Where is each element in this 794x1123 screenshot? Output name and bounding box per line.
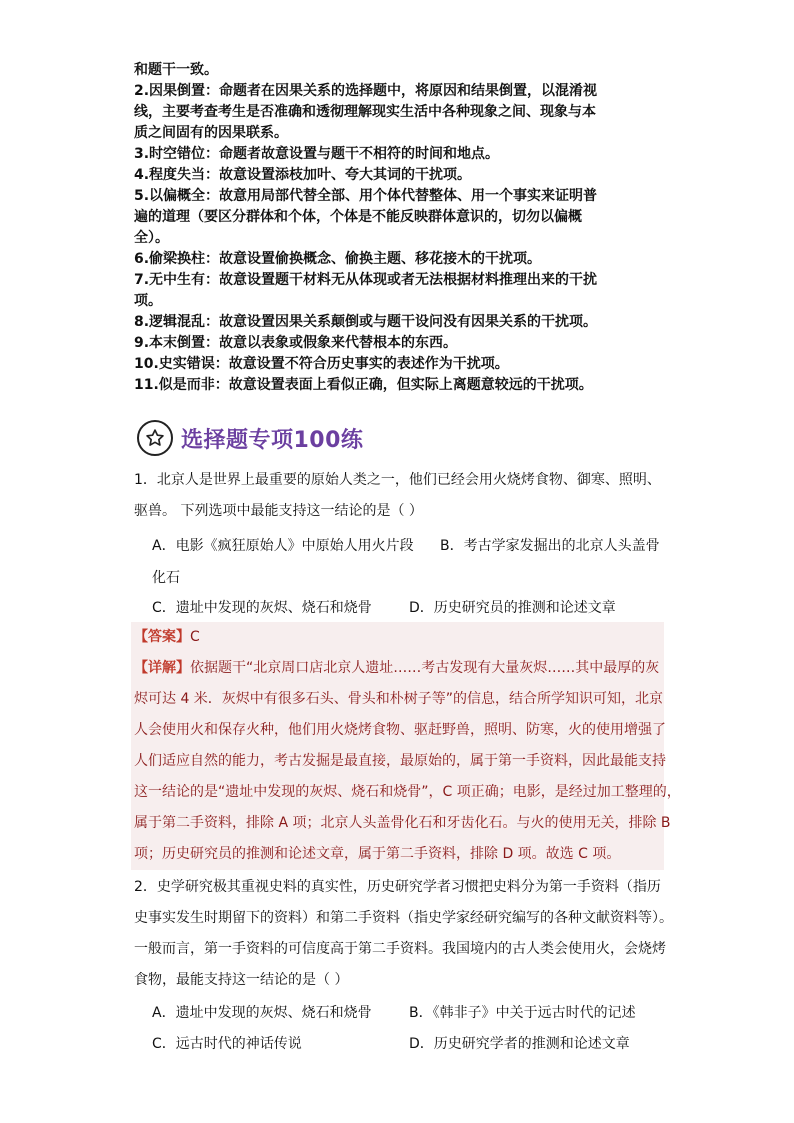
- q1-option-c: C．遗址中发现的灰烬、烧石和烧骨: [152, 600, 372, 616]
- answer-line: [134, 622, 200, 653]
- detail-line: 烬可达 4 米．灰烬中有很多石头、骨头和朴树子等”的信息，结合所学知识可知，北京: [134, 691, 664, 707]
- tip-line: 8.逻辑混乱：故意设置因果关系颠倒或与题干设问没有因果关系的干扰项。: [134, 314, 598, 330]
- tip-line: 全）。: [134, 230, 169, 246]
- tip-line: 5.以偏概全：故意用局部代替全部、用个体代替整体、用一个事实来证明普: [134, 188, 598, 204]
- detail-line: 人会使用火和保存火种，他们用火烧烤食物、驱赶野兽，照明、防寒，火的使用增强了: [134, 722, 666, 738]
- question-line: 1．北京人是世界上最重要的原始人类之一，他们已经会用火烧烤食物、御寒、照明、: [134, 472, 661, 488]
- section-title: 选择题专项100练: [181, 427, 364, 453]
- q2-option-b: B．《韩非子》中关于远古时代的记述: [409, 1005, 636, 1021]
- tip-line: 3.时空错位：命题者故意设置与题干不相符的时间和地点。: [134, 146, 500, 162]
- tip-line: 9.本末倒置：故意以表象或假象来代替根本的东西。: [134, 335, 458, 351]
- distractor-tips-list: [134, 60, 674, 396]
- question-line: 史事实发生时期留下的资料）和第二手资料（指史学家经研究编写的各种文献资料等）。: [134, 910, 673, 926]
- answer-value: C: [190, 629, 200, 645]
- star-icon: [137, 420, 173, 456]
- question-line: 一般而言，第一手资料的可信度高于第二手资料。我国境内的古人类会使用火，会烧烤: [134, 941, 666, 957]
- detail-line: 人们适应自然的能力，考古发掘是最直接，最原始的，属于第一手资料，因此最能支持: [134, 753, 666, 769]
- tip-line: 6.偷梁换柱：故意设置偷换概念、偷换主题、移花接木的干扰项。: [134, 251, 542, 267]
- detail-line: 属于第二手资料，排除 A 项；北京人头盖骨化石和牙齿化石。与火的使用无关，排除 B: [134, 815, 671, 831]
- tip-line: 2.因果倒置：命题者在因果关系的选择题中，将原因和结果倒置，以混淆视: [134, 83, 598, 99]
- question-2-stem: [134, 872, 673, 996]
- question-line: 驱兽。 下列选项中最能支持这一结论的是（ ）: [134, 503, 423, 519]
- q2-option-d: D．历史研究学者的推测和论述文章: [409, 1036, 630, 1052]
- q2-option-c: C．远古时代的神话传说: [152, 1036, 302, 1052]
- q1-option-b-continued: 化石: [152, 570, 180, 586]
- question-1-stem: [134, 465, 661, 527]
- tip-line: 项。: [134, 293, 162, 309]
- question-line: 食物，最能支持这一结论的是（ ）: [134, 972, 349, 988]
- tip-line: 11.似是而非：故意设置表面上看似正确，但实际上离题意较远的干扰项。: [134, 377, 593, 393]
- tip-line: 7.无中生有：故意设置题干材料无从体现或者无法根据材料推理出来的干扰: [134, 272, 598, 288]
- tip-line: 线，主要考查考生是否准确和透彻理解现实生活中各种现象之间、现象与本: [134, 104, 596, 120]
- detail-block: [134, 653, 681, 870]
- q2-option-a: A．遗址中发现的灰烬、烧石和烧骨: [152, 1005, 372, 1021]
- detail-line: 这一结论的是“遗址中发现的灰烬、烧石和烧骨”，C 项正确；电影，是经过加工整理的，: [134, 784, 681, 800]
- tip-line: 遍的道理（要区分群体和个体，个体是不能反映群体意识的，切勿以偏概: [134, 209, 582, 225]
- q1-option-d: D．历史研究员的推测和论述文章: [409, 600, 616, 616]
- q1-option-a: A．电影《疯狂原始人》中原始人用火片段: [152, 538, 414, 554]
- tip-line: 4.程度失当：故意设置添枝加叶、夸大其词的干扰项。: [134, 167, 472, 183]
- question-line: 2．史学研究极其重视史料的真实性，历史研究学者习惯把史料分为第一手资料（指历: [134, 879, 661, 895]
- q1-option-b: B．考古学家发掘出的北京人头盖骨: [440, 538, 660, 554]
- tip-line: 和题干一致。: [134, 62, 218, 78]
- detail-label: 【详解】: [134, 660, 190, 676]
- section-header: [137, 418, 363, 458]
- tip-line: 10.史实错误：故意设置不符合历史事实的表述作为干扰项。: [134, 356, 509, 372]
- detail-line: 项；历史研究员的推测和论述文章，属于第二手资料，排除 D 项。故选 C 项。: [134, 846, 621, 862]
- answer-label: 【答案】: [134, 629, 190, 645]
- detail-line: 【详解】依据题干“北京周口店北京人遗址……考古发现有大量灰烬……其中最厚的灰: [134, 660, 660, 676]
- tip-line: 质之间固有的因果联系。: [134, 125, 288, 141]
